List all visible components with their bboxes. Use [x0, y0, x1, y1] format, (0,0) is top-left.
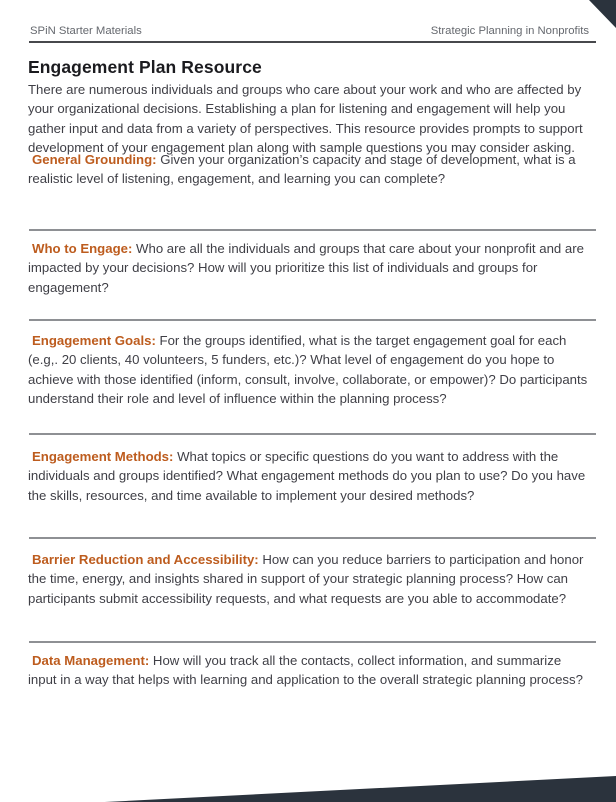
separator-line — [29, 229, 596, 231]
section-engagement-goals — [28, 331, 591, 408]
separator-line — [29, 537, 596, 539]
section-text: For the groups identified, what is the target engagement goal for each (e.g,. 20 clients, 40 volunteers, 5 funders, etc.)? What level of engagement do you hope to achieve with those identified (inform, consult, involve, collaborate, or empower)? Do participants understand their role and level of influence within the planning process? — [28, 333, 588, 406]
section-text: Given your organization’s capacity and stage of development, what is a realistic level of listening, engagement, and learning you can complete? — [28, 152, 576, 187]
section-label: Barrier Reduction and Accessibility: — [32, 552, 259, 567]
section-text: How can you reduce barriers to participation and honor the time, energy, and insights shared in support of your strategic planning process? How can participants submit accessibility requests, and what requests are you able to accommodate? — [28, 552, 584, 606]
section-label: Engagement Goals: — [32, 333, 156, 348]
corner-triangle-top-right — [589, 0, 616, 28]
intro-paragraph: There are numerous individuals and groups who care about your work and who are affected by your organizational decisions. Establishing a plan for listening and engagement will help you gather input and data from a variety of perspectives. This resource provides prompts to support development of your engagement plan along with sample questions you may consider asking. — [28, 82, 583, 155]
section-text: Who are all the individuals and groups that care about your nonprofit and are impacted by your decisions? How will you prioritize this list of individuals and groups for engagement? — [28, 241, 584, 295]
section-text: How will you track all the contacts, collect information, and summarize input in a way that helps with learning and application to the overall strategic planning process? — [28, 653, 583, 688]
header-rule — [29, 41, 596, 43]
footer-triangle — [0, 776, 616, 802]
separator-line — [29, 641, 596, 643]
separator-line — [29, 433, 596, 435]
section-label: General Grounding: — [32, 152, 157, 167]
section-general-grounding — [28, 150, 591, 189]
section-who-to-engage — [28, 239, 591, 297]
section-engagement-methods — [28, 447, 591, 505]
section-text: What topics or specific questions do you want to address with the individuals and groups identified? What engagement methods do you plan to use? Do you have the skills, resources, and time available to implement your desired methods? — [28, 449, 586, 503]
section-label: Who to Engage: — [32, 241, 133, 256]
separator-line — [29, 319, 596, 321]
section-data-management — [28, 651, 591, 690]
section-label: Engagement Methods: — [32, 449, 174, 464]
header-left-text: SPiN Starter Materials — [30, 25, 142, 37]
section-barrier-reduction — [28, 550, 591, 608]
section-label: Data Management: — [32, 653, 150, 668]
page-title: Engagement Plan Resource — [28, 57, 262, 77]
header-right-text: Strategic Planning in Nonprofits — [430, 25, 589, 37]
